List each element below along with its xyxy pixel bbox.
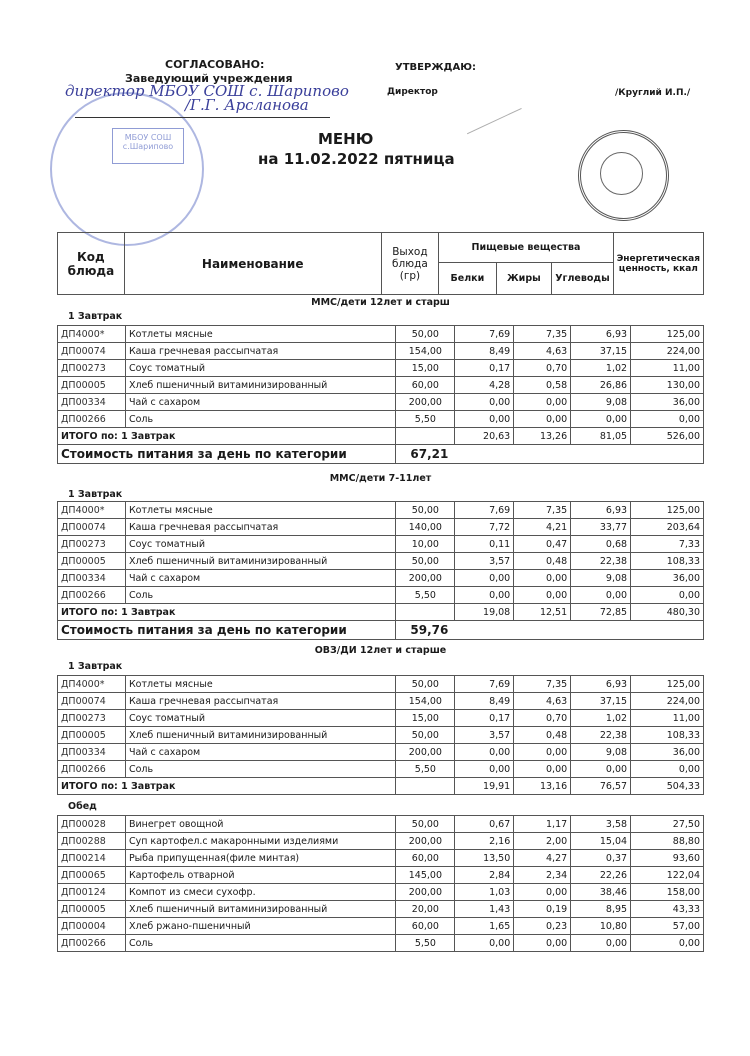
dish-name: Каша гречневая рассыпчатая [125,693,395,710]
lunch-table [57,815,704,952]
dish-proteins: 0,00 [455,935,514,952]
dish-code: ДП4000* [58,502,126,519]
dish-fats: 0,47 [514,536,571,553]
table-row [58,519,704,536]
menu-title: МЕНЮ [318,130,374,148]
cost-row [58,621,704,640]
dish-output: 154,00 [396,343,455,360]
table-row [58,816,704,833]
dish-output: 20,00 [396,901,455,918]
dish-name: Котлеты мясные [125,326,395,343]
dish-carbs: 37,15 [571,693,631,710]
dish-energy: 36,00 [631,570,704,587]
dish-output: 5,50 [396,411,455,428]
dish-carbs: 10,80 [571,918,631,935]
dish-fats: 2,34 [514,867,571,884]
category-title: ОВЗ/ДИ 12лет и старше [314,645,447,656]
table-row [58,587,704,604]
dish-carbs: 0,37 [571,850,631,867]
dish-energy: 130,00 [631,377,704,394]
dish-name: Чай с сахаром [125,394,395,411]
dish-code: ДП00074 [58,693,126,710]
dish-name: Соус томатный [125,710,395,727]
dish-name: Котлеты мясные [125,676,395,693]
col-name-header: Наименование [124,233,381,295]
dish-carbs: 22,26 [571,867,631,884]
dish-output: 15,00 [396,710,455,727]
dish-energy: 93,60 [631,850,704,867]
total-row [58,778,704,795]
dish-proteins: 2,84 [455,867,514,884]
dish-code: ДП00005 [58,727,126,744]
dish-energy: 125,00 [631,676,704,693]
dish-proteins: 0,00 [455,587,514,604]
table-row [58,536,704,553]
total-carbs: 76,57 [571,778,631,795]
dish-output: 50,00 [396,553,455,570]
dish-code: ДП00074 [58,519,126,536]
dish-output: 200,00 [396,570,455,587]
dish-energy: 11,00 [631,710,704,727]
col-fats-header: Жиры [496,263,552,295]
menu-date: на 11.02.2022 пятница [258,150,455,168]
dish-output: 5,50 [396,587,455,604]
dish-energy: 27,50 [631,816,704,833]
total-energy: 504,33 [631,778,704,795]
dish-fats: 4,21 [514,519,571,536]
dish-energy: 0,00 [631,761,704,778]
dish-name: Хлеб ржано-пшеничный [125,918,395,935]
dish-carbs: 1,02 [571,360,631,377]
dish-fats: 0,48 [514,553,571,570]
dish-name: Хлеб пшеничный витаминизированный [125,377,395,394]
table-row [58,744,704,761]
dish-proteins: 7,69 [455,326,514,343]
total-energy: 480,30 [631,604,704,621]
dish-code: ДП00028 [58,816,126,833]
table-row [58,727,704,744]
dish-proteins: 0,00 [455,744,514,761]
dish-carbs: 8,95 [571,901,631,918]
total-label: ИТОГО по: 1 Завтрак [58,778,396,795]
dish-name: Хлеб пшеничный витаминизированный [125,727,395,744]
dish-code: ДП00273 [58,536,126,553]
dish-energy: 122,04 [631,867,704,884]
seal-emblem [600,152,643,195]
dish-fats: 0,00 [514,570,571,587]
dish-carbs: 3,58 [571,816,631,833]
dish-energy: 108,33 [631,727,704,744]
dish-carbs: 33,77 [571,519,631,536]
organization-stamp-left [50,92,204,246]
dish-energy: 43,33 [631,901,704,918]
dish-carbs: 0,00 [571,411,631,428]
dish-energy: 108,33 [631,553,704,570]
dish-output: 200,00 [396,394,455,411]
dish-proteins: 0,00 [455,761,514,778]
dish-proteins: 4,28 [455,377,514,394]
total-fats: 13,16 [514,778,571,795]
menu-section-table [57,325,704,464]
dish-output: 50,00 [396,727,455,744]
total-label: ИТОГО по: 1 Завтрак [58,604,396,621]
total-carbs: 72,85 [571,604,631,621]
dish-name: Соус томатный [125,536,395,553]
dish-code: ДП00334 [58,744,126,761]
dish-fats: 0,48 [514,727,571,744]
dish-output: 50,00 [396,676,455,693]
table-row [58,411,704,428]
dish-energy: 125,00 [631,502,704,519]
dish-fats: 0,00 [514,884,571,901]
dish-code: ДП4000* [58,326,126,343]
total-fats: 13,26 [514,428,571,445]
dish-name: Котлеты мясные [125,502,395,519]
dish-fats: 0,00 [514,587,571,604]
dish-fats: 0,00 [514,394,571,411]
dish-code: ДП00334 [58,570,126,587]
dish-fats: 4,63 [514,343,571,360]
table-row [58,901,704,918]
stamp-left-label: МБОУ СОШ с.Шарипово [112,128,184,164]
dish-code: ДП00005 [58,553,126,570]
dish-carbs: 1,02 [571,710,631,727]
dish-name: Каша гречневая рассыпчатая [125,343,395,360]
dish-name: Соль [125,935,395,952]
dish-carbs: 9,08 [571,394,631,411]
dish-output: 140,00 [396,519,455,536]
col-proteins-header: Белки [439,263,496,295]
dish-code: ДП00004 [58,918,126,935]
dish-energy: 36,00 [631,394,704,411]
total-proteins: 19,91 [455,778,514,795]
dish-output: 200,00 [396,833,455,850]
dish-output: 200,00 [396,884,455,901]
table-row [58,343,704,360]
dish-proteins: 0,00 [455,394,514,411]
table-row [58,833,704,850]
dish-energy: 88,80 [631,833,704,850]
dish-energy: 57,00 [631,918,704,935]
dish-output: 10,00 [396,536,455,553]
dish-energy: 224,00 [631,343,704,360]
dish-carbs: 0,00 [571,587,631,604]
approve-title: УТВЕРЖДАЮ: [395,62,476,73]
dish-output: 50,00 [396,816,455,833]
dish-energy: 158,00 [631,884,704,901]
dish-code: ДП00266 [58,587,126,604]
dish-fats: 0,00 [514,744,571,761]
dish-proteins: 0,00 [455,570,514,587]
total-row [58,604,704,621]
dish-proteins: 1,03 [455,884,514,901]
dish-fats: 0,70 [514,360,571,377]
cost-row [58,445,704,464]
dish-name: Соль [125,411,395,428]
dish-carbs: 15,04 [571,833,631,850]
dish-name: Соус томатный [125,360,395,377]
dish-fats: 0,19 [514,901,571,918]
dish-proteins: 1,65 [455,918,514,935]
total-proteins: 20,63 [455,428,514,445]
table-row [58,326,704,343]
dish-code: ДП00273 [58,360,126,377]
table-row [58,377,704,394]
dish-fats: 0,00 [514,761,571,778]
dish-proteins: 7,69 [455,676,514,693]
total-carbs: 81,05 [571,428,631,445]
dish-energy: 7,33 [631,536,704,553]
dish-carbs: 26,86 [571,377,631,394]
dish-energy: 0,00 [631,587,704,604]
dish-energy: 0,00 [631,411,704,428]
cost-value: 59,76 [396,621,704,640]
agreed-handwriting-line-2: /Г.Г. Арсланова [185,96,309,114]
dish-name: Чай с сахаром [125,570,395,587]
total-energy: 526,00 [631,428,704,445]
dish-output: 60,00 [396,850,455,867]
dish-output: 5,50 [396,761,455,778]
dish-code: ДП00124 [58,884,126,901]
dish-name: Соль [125,587,395,604]
table-row [58,918,704,935]
dish-name: Хлеб пшеничный витаминизированный [125,901,395,918]
dish-name: Соль [125,761,395,778]
col-output-header: Выход блюда (гр) [381,233,439,295]
dish-output: 145,00 [396,867,455,884]
dish-output: 5,50 [396,935,455,952]
dish-name: Картофель отварной [125,867,395,884]
dish-output: 60,00 [396,377,455,394]
table-row [58,553,704,570]
category-title: ММС/дети 12лет и старш [311,297,450,308]
dish-output: 15,00 [396,360,455,377]
dish-name: Суп картофел.с макаронными изделиями [125,833,395,850]
dish-proteins: 0,17 [455,710,514,727]
table-row [58,867,704,884]
dish-carbs: 6,93 [571,676,631,693]
dish-name: Хлеб пшеничный витаминизированный [125,553,395,570]
total-row [58,428,704,445]
dish-proteins: 7,72 [455,519,514,536]
agreed-role: Заведующий учреждения [125,72,293,85]
dish-code: ДП00273 [58,710,126,727]
table-row [58,710,704,727]
dish-code: ДП00266 [58,935,126,952]
meal-title-lunch: Обед [68,801,97,812]
dish-code: ДП00334 [58,394,126,411]
dish-code: ДП00065 [58,867,126,884]
dish-fats: 7,35 [514,502,571,519]
col-energy-header: Энергетическая ценность, ккал [613,233,703,295]
cost-value: 67,21 [396,445,704,464]
approve-name: /Круглий И.П./ [615,88,691,98]
table-row [58,502,704,519]
dish-fats: 7,35 [514,326,571,343]
agreed-handwriting-line-1: директор МБОУ СОШ с. Шарипово [65,82,349,100]
dish-proteins: 0,00 [455,411,514,428]
director-signature [454,81,521,134]
dish-output: 60,00 [396,918,455,935]
dish-carbs: 37,15 [571,343,631,360]
dish-carbs: 6,93 [571,502,631,519]
dish-code: ДП00266 [58,411,126,428]
dish-proteins: 0,67 [455,816,514,833]
table-row [58,884,704,901]
dish-name: Компот из смеси сухофр. [125,884,395,901]
dish-proteins: 8,49 [455,343,514,360]
dish-fats: 0,58 [514,377,571,394]
dish-proteins: 0,17 [455,360,514,377]
dish-energy: 36,00 [631,744,704,761]
dish-carbs: 0,68 [571,536,631,553]
dish-carbs: 38,46 [571,884,631,901]
cost-label: Стоимость питания за день по категории [58,445,396,464]
dish-energy: 224,00 [631,693,704,710]
table-row [58,360,704,377]
dish-energy: 125,00 [631,326,704,343]
dish-carbs: 9,08 [571,570,631,587]
dish-output: 50,00 [396,502,455,519]
dish-carbs: 6,93 [571,326,631,343]
total-fats: 12,51 [514,604,571,621]
dish-output: 200,00 [396,744,455,761]
dish-name: Чай с сахаром [125,744,395,761]
dish-energy: 11,00 [631,360,704,377]
table-row [58,850,704,867]
meal-title: 1 Завтрак [68,661,123,672]
dish-proteins: 8,49 [455,693,514,710]
menu-table-header [57,232,704,295]
dish-fats: 0,70 [514,710,571,727]
dish-energy: 203,64 [631,519,704,536]
approve-role: Директор [387,87,438,97]
dish-proteins: 1,43 [455,901,514,918]
table-row [58,570,704,587]
dish-carbs: 22,38 [571,553,631,570]
dish-fats: 0,23 [514,918,571,935]
dish-energy: 0,00 [631,935,704,952]
dish-carbs: 0,00 [571,935,631,952]
dish-name: Каша гречневая рассыпчатая [125,519,395,536]
dish-code: ДП00074 [58,343,126,360]
table-row [58,761,704,778]
dish-proteins: 13,50 [455,850,514,867]
dish-code: ДП00288 [58,833,126,850]
agreed-title: СОГЛАСОВАНО: [165,58,265,71]
meal-title: 1 Завтрак [68,489,123,500]
table-row [58,394,704,411]
dish-code: ДП00214 [58,850,126,867]
dish-carbs: 9,08 [571,744,631,761]
dish-fats: 1,17 [514,816,571,833]
total-proteins: 19,08 [455,604,514,621]
col-code-header: Код блюда [58,233,125,295]
dish-name: Винегрет овощной [125,816,395,833]
dish-output: 154,00 [396,693,455,710]
dish-code: ДП00005 [58,377,126,394]
dish-proteins: 3,57 [455,727,514,744]
dish-proteins: 7,69 [455,502,514,519]
dish-carbs: 0,00 [571,761,631,778]
table-row [58,676,704,693]
dish-output: 50,00 [396,326,455,343]
col-nutrients-header: Пищевые вещества [439,233,613,263]
signature-line [75,117,330,118]
cost-label: Стоимость питания за день по категории [58,621,396,640]
dish-fats: 7,35 [514,676,571,693]
col-carbs-header: Углеводы [552,263,614,295]
dish-code: ДП00005 [58,901,126,918]
category-title: ММС/дети 7-11лет [329,473,432,484]
dish-code: ДП00266 [58,761,126,778]
menu-section-table [57,675,704,795]
dish-fats: 2,00 [514,833,571,850]
dish-proteins: 2,16 [455,833,514,850]
dish-name: Рыба припущенная(филе минтая) [125,850,395,867]
dish-proteins: 3,57 [455,553,514,570]
meal-title: 1 Завтрак [68,311,123,322]
menu-section-table [57,501,704,640]
dish-fats: 4,27 [514,850,571,867]
dish-code: ДП4000* [58,676,126,693]
table-row [58,693,704,710]
dish-carbs: 22,38 [571,727,631,744]
total-label: ИТОГО по: 1 Завтрак [58,428,396,445]
table-row [58,935,704,952]
dish-proteins: 0,11 [455,536,514,553]
dish-fats: 0,00 [514,411,571,428]
dish-fats: 4,63 [514,693,571,710]
dish-fats: 0,00 [514,935,571,952]
